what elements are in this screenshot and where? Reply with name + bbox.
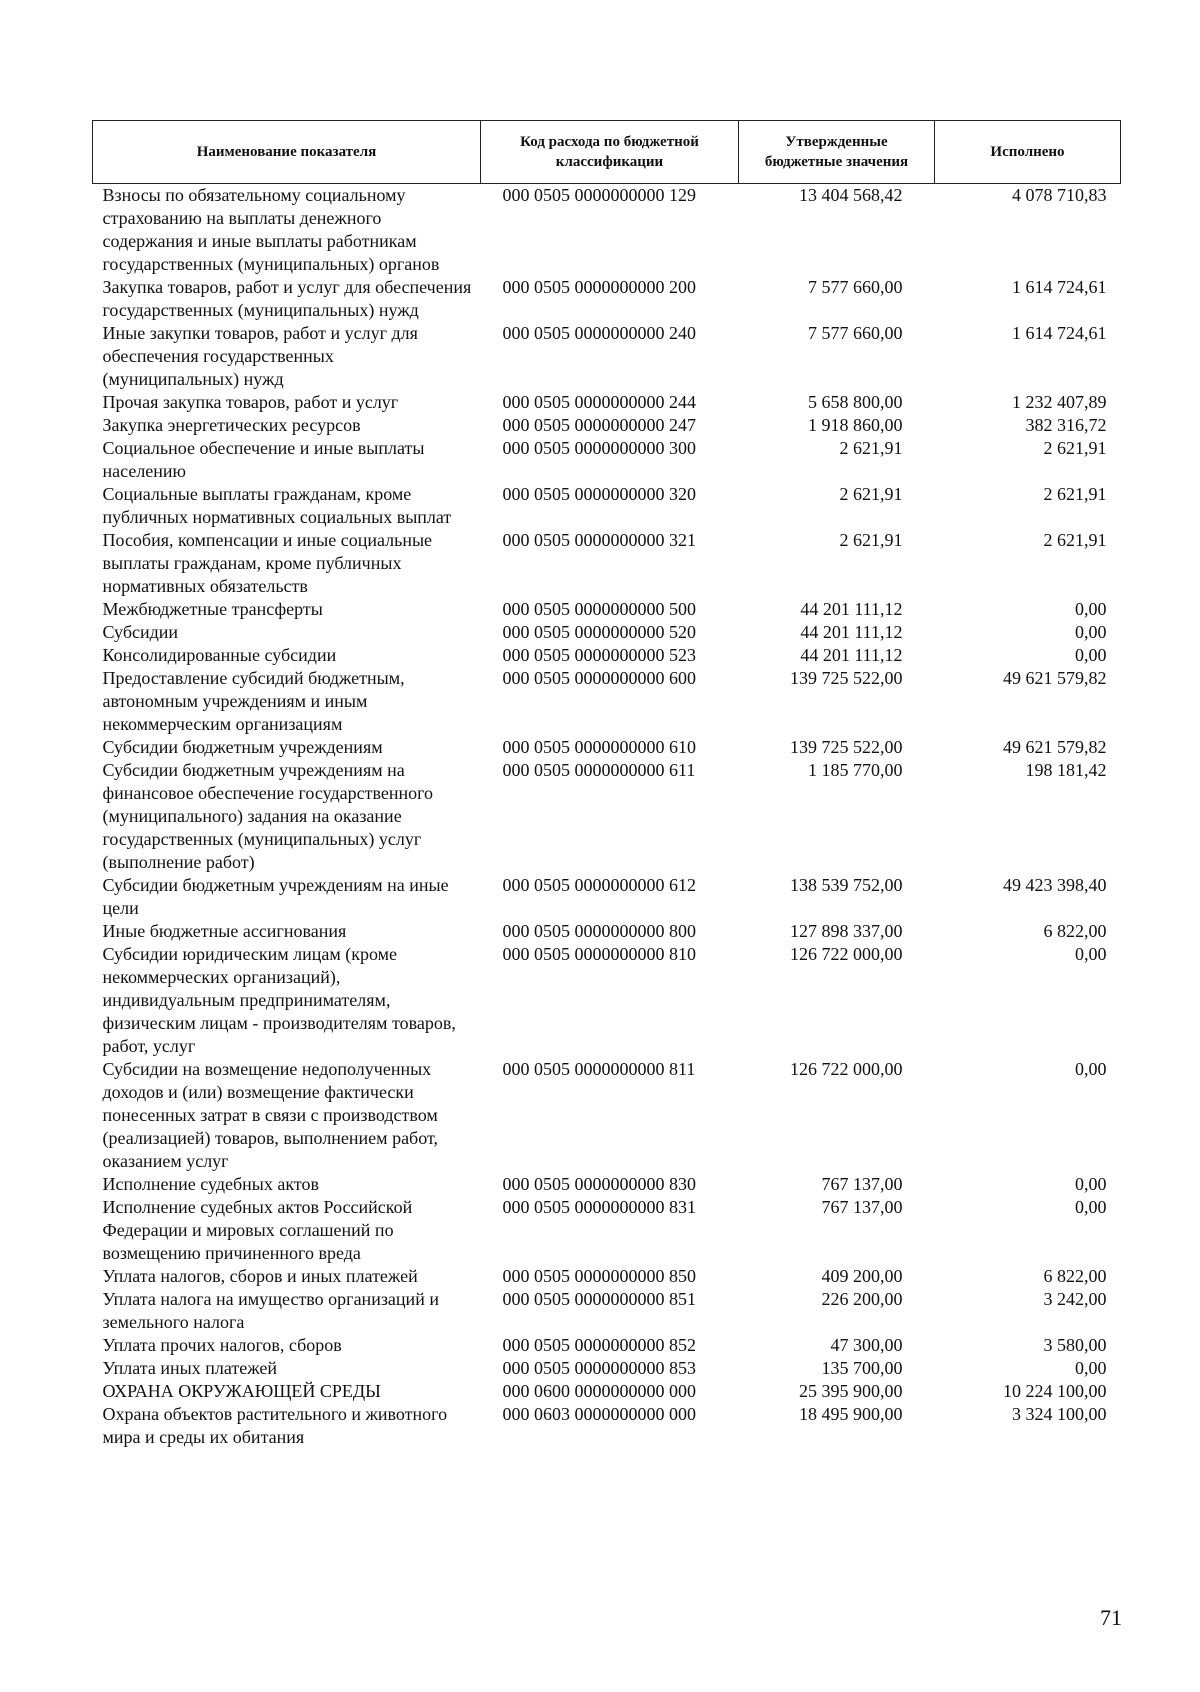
table-row: [93, 437, 1121, 483]
row-planned-value: 2 621,91: [839, 438, 903, 458]
budget-table: [92, 120, 1121, 1449]
row-name: Предоставление субсидий бюджетным, автономным учреждениям и иным некоммерческим организациям: [102, 668, 405, 734]
table-row: [93, 1380, 1121, 1403]
row-name: Исполнение судебных актов Российской Федерации и мировых соглашений по возмещению причиненного вреда: [102, 1197, 413, 1263]
table-row: [93, 1196, 1121, 1265]
row-code: 000 0505 0000000000 320: [502, 484, 696, 504]
table-row: [93, 1357, 1121, 1380]
table-header: [93, 121, 1121, 184]
table-row: [93, 1334, 1121, 1357]
row-code: 000 0505 0000000000 610: [502, 737, 696, 757]
row-code: 000 0505 0000000000 800: [502, 921, 696, 941]
row-name: Субсидии юридическим лицам (кроме некоммерческих организаций), индивидуальным предпринимателям, физическим лицам - производителям товаров, работ, услуг: [102, 944, 456, 1056]
row-planned-value: 44 201 111,12: [800, 645, 903, 665]
row-code: 000 0505 0000000000 830: [502, 1174, 696, 1194]
row-planned-value: 7 577 660,00: [808, 323, 903, 343]
row-name: Закупка товаров, работ и услуг для обеспечения государственных (муниципальных) нужд: [102, 277, 472, 320]
table-row: [93, 736, 1121, 759]
row-code: 000 0505 0000000000 852: [502, 1335, 696, 1355]
row-planned-value: 139 725 522,00: [790, 668, 903, 688]
row-name: Консолидированные субсидии: [102, 645, 337, 665]
table-row: [93, 391, 1121, 414]
row-code: 000 0505 0000000000 831: [502, 1197, 696, 1217]
row-name: Взносы по обязательному социальному страхованию на выплаты денежного содержания и иные выплаты работникам государственных (муниципальных) органов: [102, 185, 440, 274]
row-name: Субсидии бюджетным учреждениям на финансовое обеспечение государственного (муниципального) задания на оказание государственных (муниципальных) услуг (выполнение работ): [102, 760, 434, 872]
row-executed-value: 1 614 724,61: [1012, 323, 1107, 343]
table-row: [93, 920, 1121, 943]
row-executed-value: 0,00: [1075, 599, 1107, 619]
row-planned-value: 25 395 900,00: [799, 1381, 903, 1401]
row-name: Социальное обеспечение и иные выплаты населению: [102, 438, 425, 481]
row-executed-value: 0,00: [1075, 944, 1107, 964]
row-code: 000 0505 0000000000 300: [502, 438, 696, 458]
row-executed-value: 0,00: [1075, 1197, 1107, 1217]
row-name: Закупка энергетических ресурсов: [102, 415, 361, 435]
row-executed-value: 3 324 100,00: [1012, 1404, 1107, 1424]
row-name: Субсидии на возмещение недополученных доходов и (или) возмещение фактически понесенных затрат в связи с производством (реализацией) товаров, выполнением работ, оказанием услуг: [102, 1059, 438, 1171]
row-executed-value: 2 621,91: [1043, 438, 1107, 458]
row-name: Субсидии бюджетным учреждениям на иные цели: [102, 875, 449, 918]
row-name: Межбюджетные трансферты: [102, 599, 323, 619]
row-executed-value: 0,00: [1075, 1358, 1107, 1378]
table-row: [93, 1265, 1121, 1288]
row-name: Иные закупки товаров, работ и услуг для обеспечения государственных (муниципальных) нужд: [102, 323, 418, 389]
table-row: [93, 529, 1121, 598]
row-code: 000 0505 0000000000 611: [502, 760, 696, 780]
row-code: 000 0505 0000000000 600: [502, 668, 696, 688]
row-name: Субсидии бюджетным учреждениям: [102, 737, 383, 757]
row-planned-value: 13 404 568,42: [799, 185, 903, 205]
row-executed-value: 198 181,42: [1025, 760, 1107, 780]
row-planned-value: 767 137,00: [821, 1197, 903, 1217]
row-code: 000 0505 0000000000 240: [502, 323, 696, 343]
row-name: ОХРАНА ОКРУЖАЮЩЕЙ СРЕДЫ: [102, 1381, 381, 1401]
row-code: 000 0600 0000000000 000: [502, 1381, 696, 1401]
row-name: Уплата прочих налогов, сборов: [102, 1335, 342, 1355]
row-executed-value: 3 242,00: [1043, 1289, 1107, 1309]
row-planned-value: 138 539 752,00: [790, 875, 903, 895]
row-code: 000 0505 0000000000 810: [502, 944, 696, 964]
row-executed-value: 382 316,72: [1025, 415, 1107, 435]
row-planned-value: 126 722 000,00: [790, 944, 903, 964]
row-planned-value: 135 700,00: [821, 1358, 903, 1378]
table-row: [93, 276, 1121, 322]
row-planned-value: 767 137,00: [821, 1174, 903, 1194]
row-name: Субсидии: [102, 622, 179, 642]
table-body: [93, 184, 1121, 1450]
row-executed-value: 6 822,00: [1043, 921, 1107, 941]
row-code: 000 0505 0000000000 321: [502, 530, 696, 550]
table-row: [93, 1288, 1121, 1334]
row-name: Охрана объектов растительного и животного мира и среды их обитания: [102, 1404, 448, 1447]
row-code: 000 0505 0000000000 853: [502, 1358, 696, 1378]
row-name: Уплата иных платежей: [102, 1358, 278, 1378]
row-planned-value: 5 658 800,00: [808, 392, 903, 412]
table-row: [93, 1173, 1121, 1196]
row-planned-value: 47 300,00: [830, 1335, 903, 1355]
row-executed-value: 2 621,91: [1043, 530, 1107, 550]
row-planned-value: 7 577 660,00: [808, 277, 903, 297]
row-code: 000 0505 0000000000 244: [502, 392, 696, 412]
row-planned-value: 2 621,91: [839, 530, 903, 550]
header-name: Наименование показателя: [93, 121, 481, 184]
row-code: 000 0505 0000000000 811: [502, 1059, 696, 1079]
row-code: 000 0505 0000000000 520: [502, 622, 696, 642]
row-code: 000 0505 0000000000 200: [502, 277, 696, 297]
header-done: Исполнено: [935, 121, 1121, 184]
row-planned-value: 44 201 111,12: [800, 622, 903, 642]
table-row: [93, 322, 1121, 391]
header-code: Код расхода по бюджетной классификации: [481, 121, 739, 184]
row-code: 000 0505 0000000000 523: [502, 645, 696, 665]
row-executed-value: 1 614 724,61: [1012, 277, 1107, 297]
row-executed-value: 49 621 579,82: [1003, 668, 1107, 688]
table-row: [93, 598, 1121, 621]
row-code: 000 0603 0000000000 000: [502, 1404, 696, 1424]
page-number: 71: [1100, 1605, 1122, 1630]
row-name: Уплата налога на имущество организаций и земельного налога: [102, 1289, 439, 1332]
row-code: 000 0505 0000000000 129: [502, 185, 696, 205]
row-executed-value: 2 621,91: [1043, 484, 1107, 504]
row-code: 000 0505 0000000000 851: [502, 1289, 696, 1309]
table-row: [93, 621, 1121, 644]
row-executed-value: 3 580,00: [1043, 1335, 1107, 1355]
row-code: 000 0505 0000000000 612: [502, 875, 696, 895]
row-planned-value: 2 621,91: [839, 484, 903, 504]
table-row: [93, 667, 1121, 736]
row-executed-value: 1 232 407,89: [1012, 392, 1107, 412]
table-row: [93, 759, 1121, 874]
table-row: [93, 483, 1121, 529]
row-code: 000 0505 0000000000 850: [502, 1266, 696, 1286]
row-name: Иные бюджетные ассигнования: [102, 921, 347, 941]
row-executed-value: 0,00: [1075, 622, 1107, 642]
row-executed-value: 4 078 710,83: [1012, 185, 1107, 205]
row-executed-value: 0,00: [1075, 1059, 1107, 1079]
row-code: 000 0505 0000000000 500: [502, 599, 696, 619]
table-row: [93, 184, 1121, 277]
row-name: Пособия, компенсации и иные социальные выплаты гражданам, кроме публичных нормативных обязательств: [102, 530, 433, 596]
row-executed-value: 49 621 579,82: [1003, 737, 1107, 757]
row-name: Исполнение судебных актов: [102, 1174, 320, 1194]
row-planned-value: 126 722 000,00: [790, 1059, 903, 1079]
row-planned-value: 127 898 337,00: [790, 921, 903, 941]
row-executed-value: 0,00: [1075, 1174, 1107, 1194]
row-executed-value: 0,00: [1075, 645, 1107, 665]
row-planned-value: 226 200,00: [821, 1289, 903, 1309]
row-planned-value: 18 495 900,00: [799, 1404, 903, 1424]
row-name: Социальные выплаты гражданам, кроме публичных нормативных социальных выплат: [102, 484, 452, 527]
row-name: Уплата налогов, сборов и иных платежей: [102, 1266, 418, 1286]
table-row: [93, 1058, 1121, 1173]
table-row: [93, 874, 1121, 920]
row-executed-value: 6 822,00: [1043, 1266, 1107, 1286]
row-planned-value: 1 185 770,00: [808, 760, 903, 780]
row-planned-value: 1 918 860,00: [808, 415, 903, 435]
header-planned: Утвержденные бюджетные значения: [739, 121, 935, 184]
row-executed-value: 10 224 100,00: [1003, 1381, 1107, 1401]
table-row: [93, 414, 1121, 437]
row-planned-value: 139 725 522,00: [790, 737, 903, 757]
row-name: Прочая закупка товаров, работ и услуг: [102, 392, 399, 412]
row-code: 000 0505 0000000000 247: [502, 415, 696, 435]
row-planned-value: 409 200,00: [821, 1266, 903, 1286]
row-planned-value: 44 201 111,12: [800, 599, 903, 619]
table-row: [93, 644, 1121, 667]
row-executed-value: 49 423 398,40: [1003, 875, 1107, 895]
table-row: [93, 1403, 1121, 1449]
table-row: [93, 943, 1121, 1058]
